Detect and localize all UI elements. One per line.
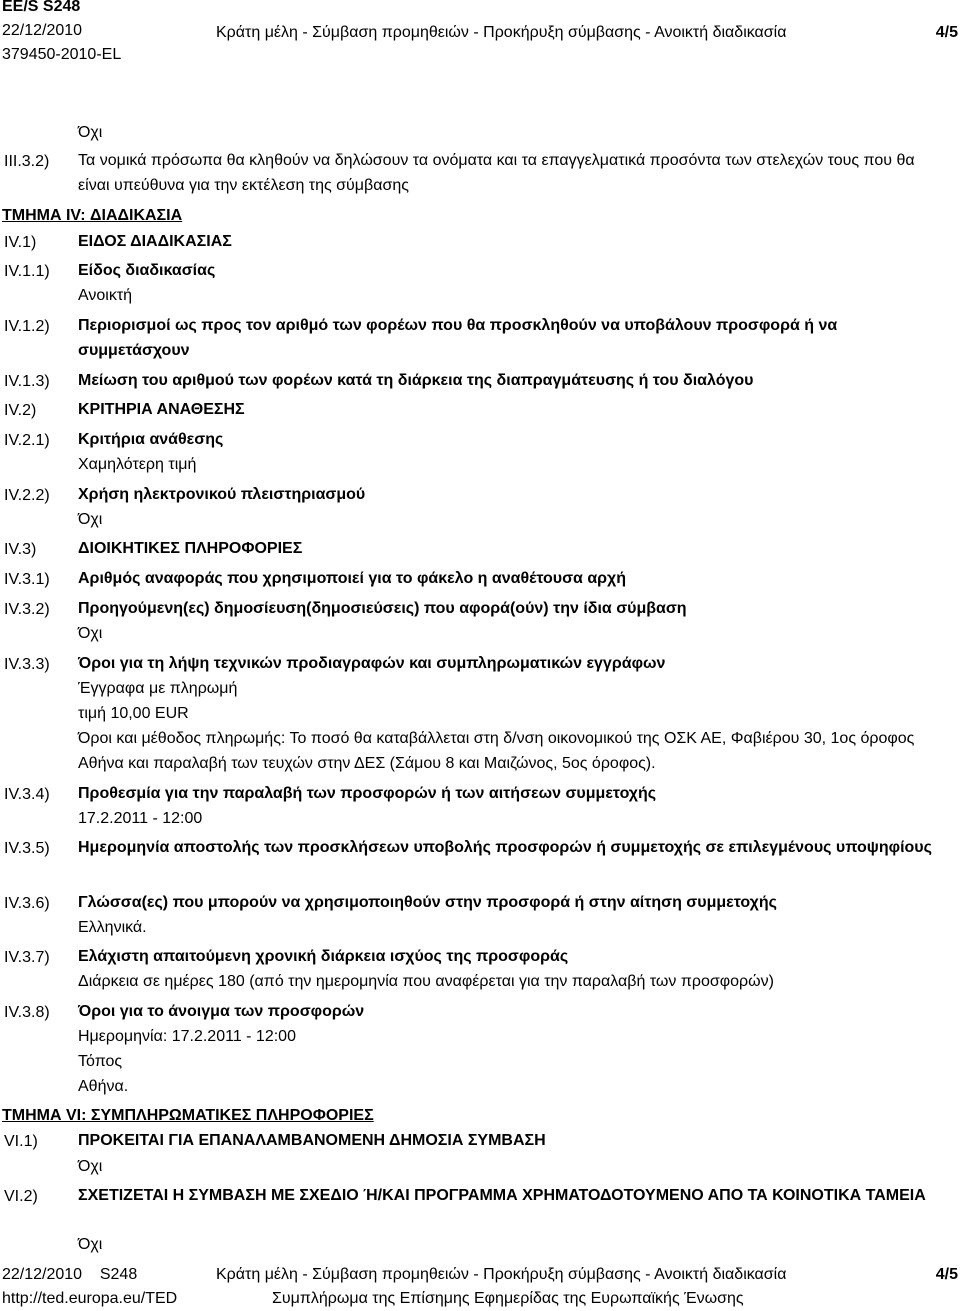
iv38-value2: Τόπος xyxy=(78,1053,123,1070)
iv33-text: Όροι για τη λήψη τεχνικών προδιαγραφών και συμπληρωματικών εγγράφων xyxy=(78,655,666,672)
vi2-num: VI.2) xyxy=(4,1188,38,1205)
section4-heading: ΤΜΗΜΑ IV: ΔΙΑΔΙΚΑΣΙΑ xyxy=(2,207,183,224)
iv2-text: ΚΡΙΤΗΡΙΑ ΑΝΑΘΕΣΗΣ xyxy=(78,401,245,418)
prev-value: Όχι xyxy=(78,124,103,141)
iv21-text: Κριτήρια ανάθεσης xyxy=(78,431,224,448)
iv3-num: IV.3) xyxy=(4,541,37,558)
iv33-num: IV.3.3) xyxy=(4,656,50,673)
footer-url[interactable]: http://ted.europa.eu/TED xyxy=(2,1290,178,1307)
iv33-value1: Έγγραφα με πληρωμή xyxy=(78,680,238,697)
iv37-value: Διάρκεια σε ημέρες 180 (από την ημερομηνία που αναφέρεται για την παραλαβή των προσφορών) xyxy=(78,973,774,990)
iv12-text: Περιορισμοί ως προς τον αριθμό των φορέων που θα προσκληθούν να υποβάλουν προσφορά ή να συμμετάσχουν xyxy=(78,317,838,359)
iv36-num: IV.3.6) xyxy=(4,895,50,912)
doc-id: EE/S S248 xyxy=(2,0,81,15)
header-date: 22/12/2010 xyxy=(2,22,83,39)
iv38-value3: Αθήνα. xyxy=(78,1078,129,1095)
iv2-num: IV.2) xyxy=(4,402,37,419)
header-title: Κράτη μέλη - Σύμβαση προμηθειών - Προκήρυξη σύμβασης - Ανοικτή διαδικασία xyxy=(216,24,787,41)
footer-supplement: Συμπλήρωμα της Επίσημης Εφημερίδας της Ευρωπαϊκής Ένωσης xyxy=(272,1290,744,1307)
iv32-text: Προηγούμενη(ες) δημοσίευση(δημοσιεύσεις) που αφορά(ούν) την ίδια σύμβαση xyxy=(78,600,687,617)
iv33-value3: Όροι και μέθοδος πληρωμής: Το ποσό θα καταβάλλεται στη δ/νση οικονομικού της ΟΣΚ ΑΕ, Φαβιέρου 30, 1ος όροφος Αθήνα και παραλαβή των τευχών στην ΔΕΣ (Σάμου 8 και Μαιζώνος, 5ος όροφος). xyxy=(78,730,915,772)
iii32-num: III.3.2) xyxy=(4,153,50,170)
iv31-num: IV.3.1) xyxy=(4,571,50,588)
iv36-value: Ελληνικά. xyxy=(78,919,147,936)
iv12-num: IV.1.2) xyxy=(4,318,50,335)
iv37-text: Ελάχιστη απαιτούμενη χρονική διάρκεια ισχύος της προσφοράς xyxy=(78,948,569,965)
vi1-value: Όχι xyxy=(78,1158,103,1175)
footer-page: 4/5 xyxy=(935,1266,958,1283)
iv36-text: Γλώσσα(ες) που μπορούν να χρησιμοποιηθούν στην προσφορά ή στην αίτηση συμμετοχής xyxy=(78,894,777,911)
iv34-value: 17.2.2011 - 12:00 xyxy=(78,810,203,827)
header-page: 4/5 xyxy=(935,24,958,41)
iv11-value: Ανοικτή xyxy=(78,287,133,304)
iv11-num: IV.1.1) xyxy=(4,263,50,280)
iv1-text: ΕΙΔΟΣ ΔΙΑΔΙΚΑΣΙΑΣ xyxy=(78,233,232,250)
iv13-text: Μείωση του αριθμού των φορέων κατά τη διάρκεια της διαπραγμάτευσης ή του διαλόγου xyxy=(78,372,754,389)
iv13-num: IV.1.3) xyxy=(4,373,50,390)
page-footer xyxy=(0,1262,960,1311)
footer-date-issue: 22/12/2010 S248 xyxy=(2,1266,138,1283)
iv21-value: Χαμηλότερη τιμή xyxy=(78,456,197,473)
vi2-text: ΣΧΕΤΙΖΕΤΑΙ Η ΣΥΜΒΑΣΗ ΜΕ ΣΧΕΔΙΟ Ή/ΚΑΙ ΠΡΟΓΡΑΜΜΑ ΧΡΗΜΑΤΟΔΟΤΟΥΜΕΝΟ ΑΠΟ ΤΑ ΚΟΙΝΟΤΙΚΑ ΤΑΜΕΙΑ xyxy=(78,1187,926,1204)
page-header xyxy=(0,0,960,70)
iv22-text: Χρήση ηλεκτρονικού πλειστηριασμού xyxy=(78,486,366,503)
iv11-text: Είδος διαδικασίας xyxy=(78,262,216,279)
section6-heading: ΤΜΗΜΑ VI: ΣΥΜΠΛΗΡΩΜΑΤΙΚΕΣ ΠΛΗΡΟΦΟΡΙΕΣ xyxy=(2,1107,374,1124)
iv31-text: Αριθμός αναφοράς που χρησιμοποιεί για το φάκελο η αναθέτουσα αρχή xyxy=(78,570,627,587)
iv38-text: Όροι για το άνοιγμα των προσφορών xyxy=(78,1003,365,1020)
iv35-text: Ημερομηνία αποστολής των προσκλήσεων υποβολής προσφορών ή συμμετοχής σε επιλεγμένους υποψηφίους xyxy=(78,839,932,856)
iv38-value1: Ημερομηνία: 17.2.2011 - 12:00 xyxy=(78,1028,296,1045)
iv21-num: IV.2.1) xyxy=(4,432,50,449)
iii32-text: Τα νομικά πρόσωπα θα κληθούν να δηλώσουν τα ονόματα και τα επαγγελματικά προσόντα των στελεχών τους που θα είναι υπεύθυνα για την εκτέλεση της σύμβασης xyxy=(78,152,915,194)
iv37-num: IV.3.7) xyxy=(4,949,50,966)
iv38-num: IV.3.8) xyxy=(4,1004,50,1021)
iv22-num: IV.2.2) xyxy=(4,487,50,504)
iv34-text: Προθεσμία για την παραλαβή των προσφορών ή των αιτήσεων συμμετοχής xyxy=(78,785,657,802)
iv33-value2: τιμή 10,00 EUR xyxy=(78,705,189,722)
iv1-num: IV.1) xyxy=(4,234,37,251)
iv3-text: ΔΙΟΙΚΗΤΙΚΕΣ ΠΛΗΡΟΦΟΡΙΕΣ xyxy=(78,540,303,557)
iv22-value: Όχι xyxy=(78,511,103,528)
footer-title: Κράτη μέλη - Σύμβαση προμηθειών - Προκήρυξη σύμβασης - Ανοικτή διαδικασία xyxy=(216,1266,787,1283)
header-ref: 379450-2010-EL xyxy=(2,46,122,63)
iv34-num: IV.3.4) xyxy=(4,786,50,803)
vi1-text: ΠΡΟΚΕΙΤΑΙ ΓΙΑ ΕΠΑΝΑΛΑΜΒΑΝΟΜΕΝΗ ΔΗΜΟΣΙΑ ΣΥΜΒΑΣΗ xyxy=(78,1132,546,1149)
vi2-value: Όχι xyxy=(78,1236,103,1253)
iv32-value: Όχι xyxy=(78,625,103,642)
iv35-num: IV.3.5) xyxy=(4,840,50,857)
iv32-num: IV.3.2) xyxy=(4,601,50,618)
vi1-num: VI.1) xyxy=(4,1133,38,1150)
